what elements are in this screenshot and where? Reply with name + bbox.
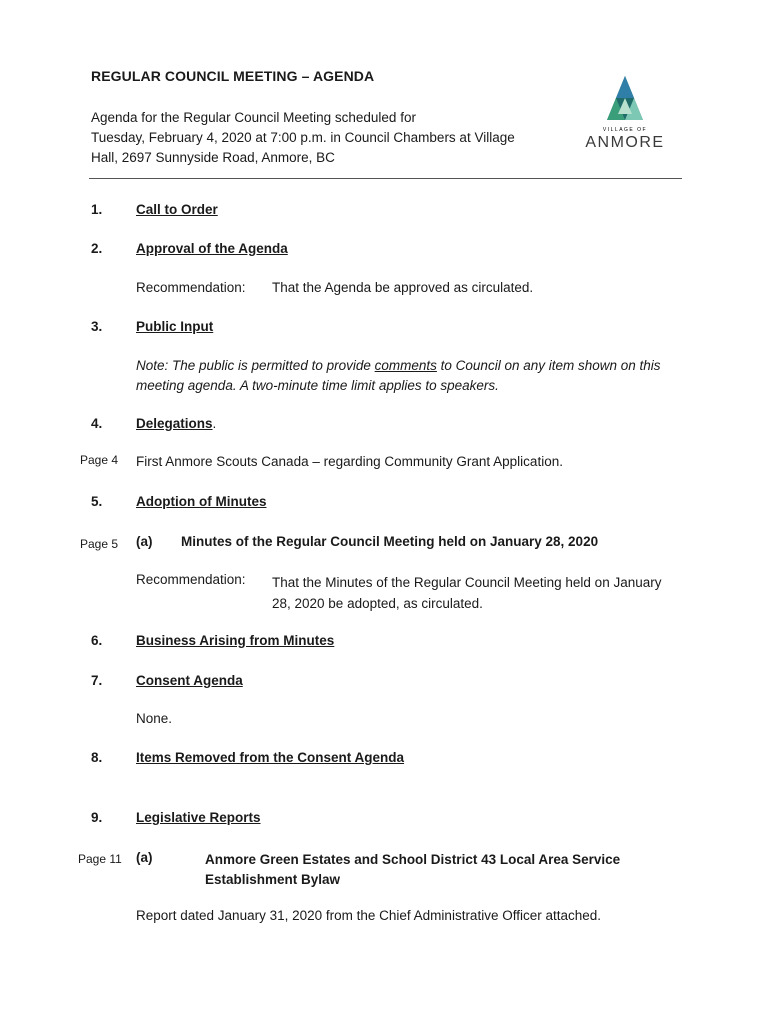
note-text: Note: The public is permitted to provide: [136, 358, 375, 373]
sub-item-title: Minutes of the Regular Council Meeting held on January 28, 2020: [181, 534, 599, 549]
sub-item-title: [205, 850, 620, 890]
sub-item-label: (a): [136, 850, 153, 865]
note-text: to Council on any item shown on this: [436, 358, 661, 373]
intro-line: Agenda for the Regular Council Meeting scheduled for: [91, 110, 416, 125]
recommendation-label: Recommendation:: [136, 572, 246, 587]
consent-text: None.: [136, 711, 173, 726]
sub-item-line: Establishment Bylaw: [205, 872, 341, 887]
item-heading-delegations-wrap: [136, 416, 216, 431]
page-reference: Page 5: [80, 537, 119, 551]
intro-line: Tuesday, February 4, 2020 at 7:00 p.m. in Council Chambers at Village: [91, 130, 515, 145]
recommendation-label: Recommendation:: [136, 280, 246, 295]
item-number: 7.: [91, 673, 103, 688]
comments-link[interactable]: comments: [374, 358, 437, 373]
logo-name: ANMORE: [585, 134, 665, 151]
item-heading-delegations: Delegations: [136, 416, 213, 431]
item-heading-legislative: Legislative Reports: [136, 810, 261, 825]
recommendation-text: That the Agenda be approved as circulated.: [272, 280, 534, 295]
sub-item-line: Anmore Green Estates and School District 43 Local Area Service: [205, 852, 621, 867]
page-reference: Page 11: [78, 852, 122, 866]
item-number: 8.: [91, 750, 103, 765]
sub-item-label: (a): [136, 534, 153, 549]
recommendation-line: That the Minutes of the Regular Council Meeting held on January: [272, 575, 662, 590]
item-number: 6.: [91, 633, 103, 648]
note-text: meeting agenda. A two-minute time limit applies to speakers.: [136, 378, 499, 393]
delegation-text: First Anmore Scouts Canada – regarding Community Grant Application.: [136, 454, 563, 469]
recommendation-line: 28, 2020 be adopted, as circulated.: [272, 596, 483, 611]
item-heading-consent: Consent Agenda: [136, 673, 243, 688]
mountain-logo-icon: [585, 74, 665, 136]
item-heading-call-to-order: Call to Order: [136, 202, 218, 217]
item-heading-business-arising: Business Arising from Minutes: [136, 633, 335, 648]
item-number: 1.: [91, 202, 103, 217]
meeting-intro: [91, 108, 561, 168]
item-number: 4.: [91, 416, 103, 431]
item-number: 5.: [91, 494, 103, 509]
page-reference: Page 4: [80, 453, 119, 467]
item-heading-items-removed: Items Removed from the Consent Agenda: [136, 750, 405, 765]
recommendation-text: [272, 572, 661, 614]
heading-suffix: .: [212, 416, 217, 431]
item-number: 3.: [91, 319, 103, 334]
header-divider: [89, 178, 682, 179]
report-text: Report dated January 31, 2020 from the Chief Administrative Officer attached.: [136, 908, 602, 923]
item-heading-approval: Approval of the Agenda: [136, 241, 288, 256]
item-number: 2.: [91, 241, 103, 256]
logo-small-text: VILLAGE OF: [602, 127, 648, 133]
intro-line: Hall, 2697 Sunnyside Road, Anmore, BC: [91, 150, 335, 165]
item-number: 9.: [91, 810, 103, 825]
page-title: REGULAR COUNCIL MEETING – AGENDA: [91, 68, 375, 84]
public-input-note: [136, 356, 661, 396]
item-heading-public-input: Public Input: [136, 319, 214, 334]
village-logo: [585, 74, 665, 152]
item-heading-adoption: Adoption of Minutes: [136, 494, 267, 509]
